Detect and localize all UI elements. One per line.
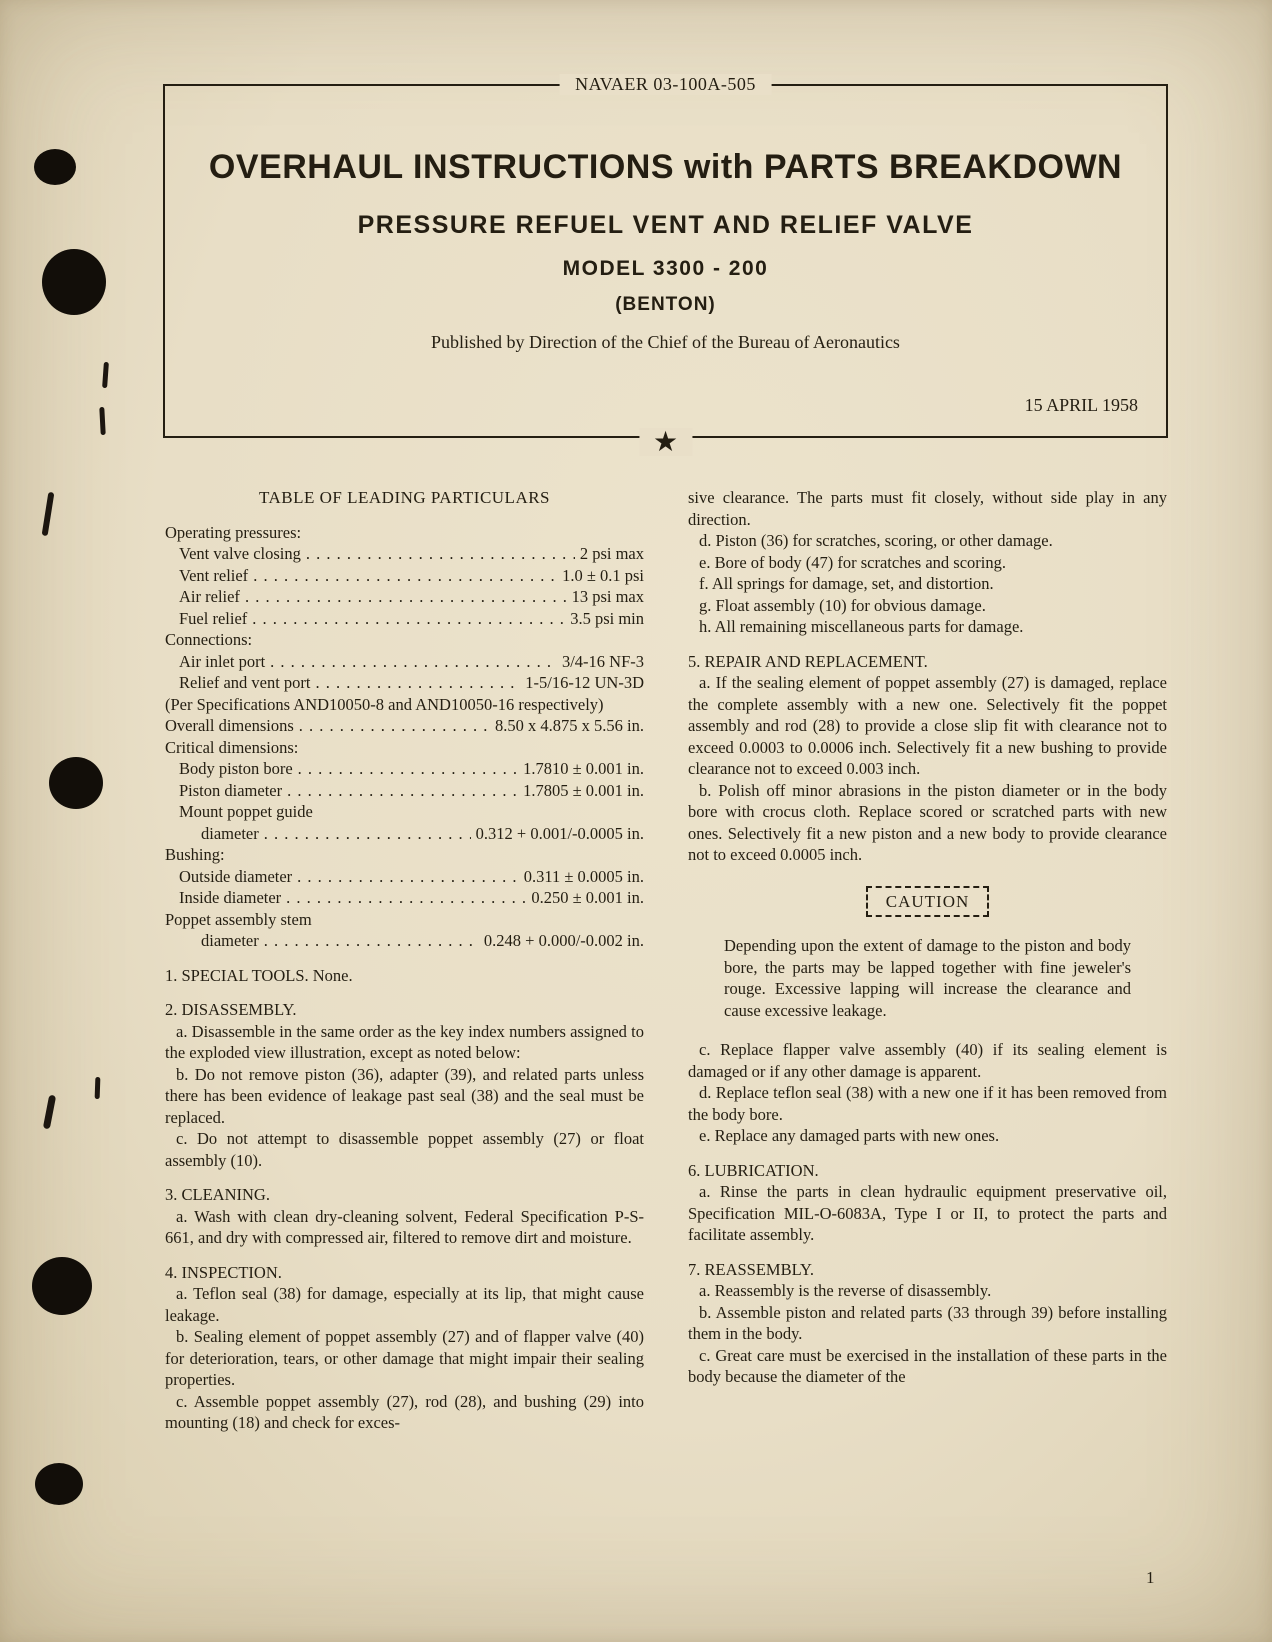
scan-artifact-mark xyxy=(95,1077,101,1099)
manufacturer-name: (BENTON) xyxy=(615,294,716,315)
dot-leader xyxy=(298,758,518,780)
document-title: OVERHAUL INSTRUCTIONS with PARTS BREAKDOWN xyxy=(208,148,1123,186)
para-inspection-b: b. Sealing element of poppet assembly (27) and of flapper valve (40) for deterioration, tears, or other damage that might impair their sealing properties. xyxy=(165,1327,644,1389)
para-disassembly-a: a. Disassemble in the same order as the key index numbers assigned to the exploded view illustration, except as noted below: xyxy=(165,1021,644,1062)
particulars-subheading: Critical dimensions: xyxy=(165,737,299,757)
particulars-entry: Piston diameter . . . 1.7805 ± 0.001 in. xyxy=(165,780,644,802)
particulars-entry: Overall dimensions . . . 8.50 x 4.875 x 5.56 in. xyxy=(165,715,644,737)
publication-date: 15 APRIL 1958 xyxy=(1024,395,1138,415)
title-block xyxy=(163,74,1168,458)
para-inspection-c: c. Assemble poppet assembly (27), rod (28), and bushing (29) into mounting (18) and check for exces- xyxy=(165,1391,644,1432)
particulars-note: (Per Specifications AND10050-8 and AND10050-16 respectively) xyxy=(165,694,604,714)
particulars-entry: Fuel relief . . . 3.5 psi min xyxy=(165,608,644,630)
particulars-entry: Air relief . . . 13 psi max xyxy=(165,586,644,608)
particulars-entry: Air inlet port . . . 3/4-16 NF-3 xyxy=(165,651,644,673)
dot-leader xyxy=(286,887,526,909)
binder-hole-mark xyxy=(32,1257,92,1315)
section-heading-cleaning: 3. CLEANING. xyxy=(165,1185,270,1204)
dot-leader xyxy=(306,543,575,565)
section-heading-special-tools: 1. SPECIAL TOOLS. None. xyxy=(165,965,353,985)
dot-leader xyxy=(253,565,557,587)
para-reassembly-c: c. Great care must be exercised in the installation of these parts in the body because the diameter of the xyxy=(688,1345,1167,1386)
section-heading-lubrication: 6. LUBRICATION. xyxy=(688,1160,819,1180)
caution-text: Depending upon the extent of damage to the piston and body bore, the parts may be lapped together with fine jeweler's rouge. Excessive lapping will increase the clearance and cause excessive leakage. xyxy=(724,936,1131,1020)
particulars-entry: Outside diameter . . . 0.311 ± 0.0005 in. xyxy=(165,866,644,888)
para-inspection-h: h. All remaining miscellaneous parts for damage. xyxy=(699,617,1024,636)
para-reassembly-a: a. Reassembly is the reverse of disassembly. xyxy=(699,1281,992,1300)
dot-leader xyxy=(264,823,471,845)
dot-leader xyxy=(299,715,490,737)
section-heading-disassembly: 2. DISASSEMBLY. xyxy=(165,1000,297,1019)
doc-number: NAVAER 03-100A-505 xyxy=(559,74,772,95)
para-repair-a: a. If the sealing element of poppet assembly (27) is damaged, replace the complete assembly with a new one. Selectively fit the poppet assembly and rod (28) to provide a close slip fit with clearance not to exceed 0.0003 to 0.0006 inch. Selectively fit a new bushing to provide clearance not to exceed 0.003 inch. xyxy=(688,673,1167,778)
page-number: 1 xyxy=(1146,1568,1155,1587)
para-repair-e: e. Replace any damaged parts with new ones. xyxy=(699,1126,1000,1145)
para-reassembly-b: b. Assemble piston and related parts (33 through 39) before installing them in the body. xyxy=(688,1302,1167,1343)
particulars-subheading: Connections: xyxy=(165,630,253,649)
para-inspection-f: f. All springs for damage, set, and distortion. xyxy=(699,574,994,593)
model-number: MODEL 3300 - 200 xyxy=(562,257,769,280)
dot-leader xyxy=(245,586,567,608)
para-disassembly-b: b. Do not remove piston (36), adapter (39), and related parts unless there has been evidence of leakage past seal (38) and the seal must be replaced. xyxy=(165,1064,644,1127)
two-column-body xyxy=(165,487,1167,1434)
binder-hole-mark xyxy=(49,757,103,809)
particulars-subheading: Operating pressures: xyxy=(165,522,302,542)
particulars-entry: Body piston bore . . . 1.7810 ± 0.001 in. xyxy=(165,758,644,780)
para-repair-d: d. Replace teflon seal (38) with a new one if it has been removed from the body bore. xyxy=(688,1083,1167,1124)
particulars-subheading: Poppet assembly stem xyxy=(165,909,312,929)
particulars-table-title: TABLE OF LEADING PARTICULARS xyxy=(258,488,551,507)
dot-leader xyxy=(264,930,479,952)
binder-hole-mark xyxy=(34,149,76,185)
published-line: Published by Direction of the Chief of the Bureau of Aeronautics xyxy=(431,332,900,352)
particulars-subheading: Mount poppet guide xyxy=(179,802,313,821)
para-cleaning-a: a. Wash with clean dry-cleaning solvent, Federal Specification P-S-661, and dry with compressed air, filtered to remove dirt and moisture. xyxy=(165,1206,644,1247)
section-heading-inspection: 4. INSPECTION. xyxy=(165,1262,282,1282)
dot-leader xyxy=(252,608,565,630)
dot-leader xyxy=(316,672,521,694)
left-column xyxy=(165,487,644,1434)
particulars-subheading: Bushing: xyxy=(165,845,225,864)
para-repair-c: c. Replace flapper valve assembly (40) if its sealing element is damaged or if any other damage is apparent. xyxy=(688,1040,1167,1081)
para-inspection-e: e. Bore of body (47) for scratches and scoring. xyxy=(699,552,1006,572)
caution-box xyxy=(688,886,1167,918)
star-icon: ★ xyxy=(639,428,692,456)
scan-artifact-mark xyxy=(102,362,109,388)
particulars-entry: Vent relief . . . 1.0 ± 0.1 psi xyxy=(165,565,644,587)
right-column xyxy=(688,487,1167,1434)
para-inspection-d: d. Piston (36) for scratches, scoring, or other damage. xyxy=(699,531,1053,550)
scan-artifact-mark xyxy=(43,1095,56,1130)
scan-artifact-mark xyxy=(99,407,105,435)
section-heading-reassembly: 7. REASSEMBLY. xyxy=(688,1259,814,1279)
para-inspection-c-continued: sive clearance. The parts must fit closely, without side play in any direction. xyxy=(688,488,1167,529)
para-inspection-g: g. Float assembly (10) for obvious damage. xyxy=(699,595,986,615)
document-subtitle: PRESSURE REFUEL VENT AND RELIEF VALVE xyxy=(357,211,974,239)
particulars-entry: Vent valve closing . . . 2 psi max xyxy=(165,543,644,565)
scan-artifact-mark xyxy=(42,492,55,536)
dot-leader xyxy=(287,780,518,802)
para-disassembly-c: c. Do not attempt to disassemble poppet assembly (27) or float assembly (10). xyxy=(165,1129,644,1170)
dot-leader xyxy=(270,651,557,673)
binder-hole-mark xyxy=(42,249,106,315)
particulars-entry: Inside diameter . . . 0.250 ± 0.001 in. xyxy=(165,887,644,909)
para-lubrication-a: a. Rinse the parts in clean hydraulic equipment preservative oil, Specification MIL-O-6083A, Type I or II, to protect the parts and facilitate assembly. xyxy=(688,1182,1167,1244)
para-inspection-a: a. Teflon seal (38) for damage, especially at its lip, that might cause leakage. xyxy=(165,1284,644,1325)
section-heading-repair: 5. REPAIR AND REPLACEMENT. xyxy=(688,651,928,671)
particulars-entry: Relief and vent port . . . 1-5/16-12 UN-3D xyxy=(165,672,644,694)
leading-particulars-table xyxy=(165,522,644,952)
binder-hole-mark xyxy=(35,1463,83,1505)
particulars-entry: diameter . . . 0.248 + 0.000/-0.002 in. xyxy=(165,930,644,952)
particulars-entry: diameter . . . 0.312 + 0.001/-0.0005 in. xyxy=(165,823,644,845)
para-repair-b: b. Polish off minor abrasions in the piston diameter or in the body bore with crocus cloth. Replace scored or scratched parts with new ones. Selectively fit a new piston and a new body to provide clearance not to exceed 0.0005 inch. xyxy=(688,780,1167,864)
caution-label: CAUTION xyxy=(866,886,990,918)
dot-leader xyxy=(297,866,519,888)
